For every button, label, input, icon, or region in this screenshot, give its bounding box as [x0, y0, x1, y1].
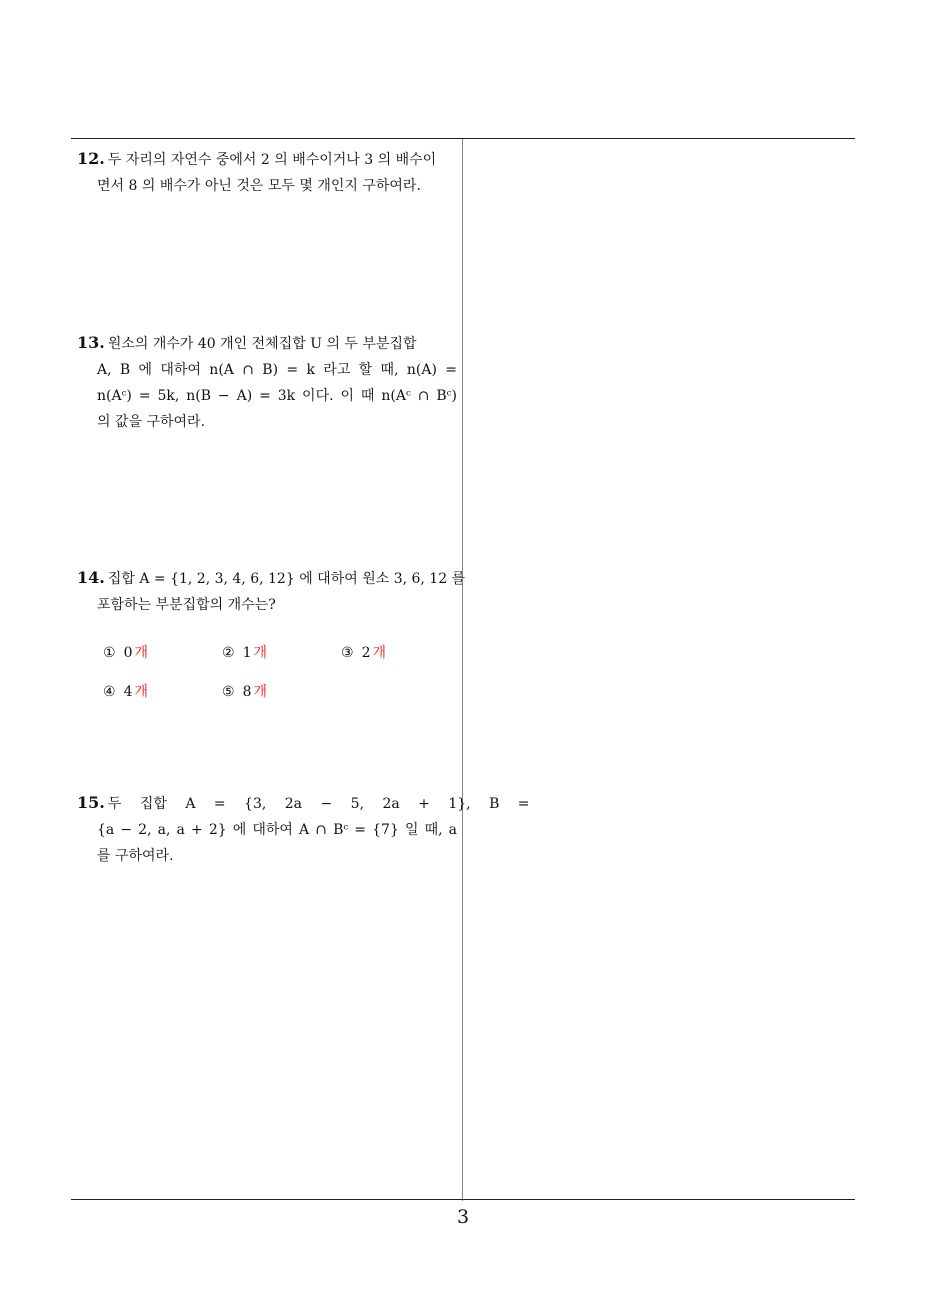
header-rule: [71, 138, 855, 139]
choice-2-mark: ②: [222, 645, 235, 661]
choice-1-unit: 개: [134, 645, 149, 661]
choice-5-value: 8: [242, 684, 252, 700]
choice-row-1: [103, 642, 443, 681]
question-15-text-1: 두 집합 A = {3, 2a − 5, 2a + 1}, B =: [107, 796, 530, 812]
question-14-number: 14.: [77, 568, 105, 587]
question-12: [77, 146, 457, 199]
choice-3-unit: 개: [372, 645, 387, 661]
choice-2-value: 1: [242, 645, 252, 661]
choice-4-unit: 개: [134, 684, 149, 700]
question-15-text-3: 를 구하여라.: [97, 848, 174, 864]
choice-5[interactable]: [222, 681, 267, 701]
question-13-line-1: [77, 330, 457, 357]
question-13-text-4: 의 값을 구하여라.: [97, 414, 206, 430]
question-13-text-2: A, B 에 대하여 n(A ∩ B) = k 라고 할 때, n(A) =: [97, 362, 457, 378]
question-13-number: 13.: [77, 333, 105, 352]
choice-1[interactable]: [103, 642, 148, 662]
question-12-number: 12.: [77, 149, 105, 168]
question-15-line-1: [77, 790, 530, 817]
choice-5-unit: 개: [253, 684, 268, 700]
page-number: 3: [456, 1206, 470, 1228]
question-12-text-2: 면서 8 의 배수가 아닌 것은 모두 몇 개인지 구하여라.: [97, 178, 421, 194]
question-12-text-1: 두 자리의 자연수 중에서 2 의 배수이거나 3 의 배수이: [107, 152, 437, 168]
choice-5-mark: ⑤: [222, 684, 235, 700]
footer-rule: [71, 1199, 855, 1200]
choice-4-value: 4: [123, 684, 133, 700]
question-14-text-2: 포함하는 부분집합의 개수는?: [97, 597, 276, 613]
question-14-line-1: [77, 565, 466, 592]
choice-1-mark: ①: [103, 645, 116, 661]
question-14: [77, 565, 466, 618]
choice-1-value: 0: [123, 645, 133, 661]
choice-3[interactable]: [341, 642, 386, 662]
choice-row-2: [103, 681, 443, 720]
choice-2[interactable]: [222, 642, 267, 662]
question-14-choices: [103, 642, 443, 720]
choice-3-mark: ③: [341, 645, 354, 661]
question-13: [77, 330, 457, 435]
choice-4-mark: ④: [103, 684, 116, 700]
choice-2-unit: 개: [253, 645, 268, 661]
question-13-text-1: 원소의 개수가 40 개인 전체집합 U 의 두 부분집합: [107, 336, 417, 352]
choice-3-value: 2: [361, 645, 371, 661]
column-divider: [462, 139, 463, 1201]
question-14-text-1: 집합 A = {1, 2, 3, 4, 6, 12} 에 대하여 원소 3, 6, 12 를: [107, 571, 466, 587]
question-13-text-3: n(Aᶜ) = 5k, n(B − A) = 3k 이다. 이 때 n(Aᶜ ∩ Bᶜ): [97, 388, 457, 404]
question-15-number: 15.: [77, 793, 105, 812]
question-15: [77, 790, 530, 869]
question-15-text-2: {a − 2, a, a + 2} 에 대하여 A ∩ Bᶜ = {7} 일 때, a: [97, 822, 457, 838]
choice-4[interactable]: [103, 681, 148, 701]
question-12-line-1: [77, 146, 457, 173]
